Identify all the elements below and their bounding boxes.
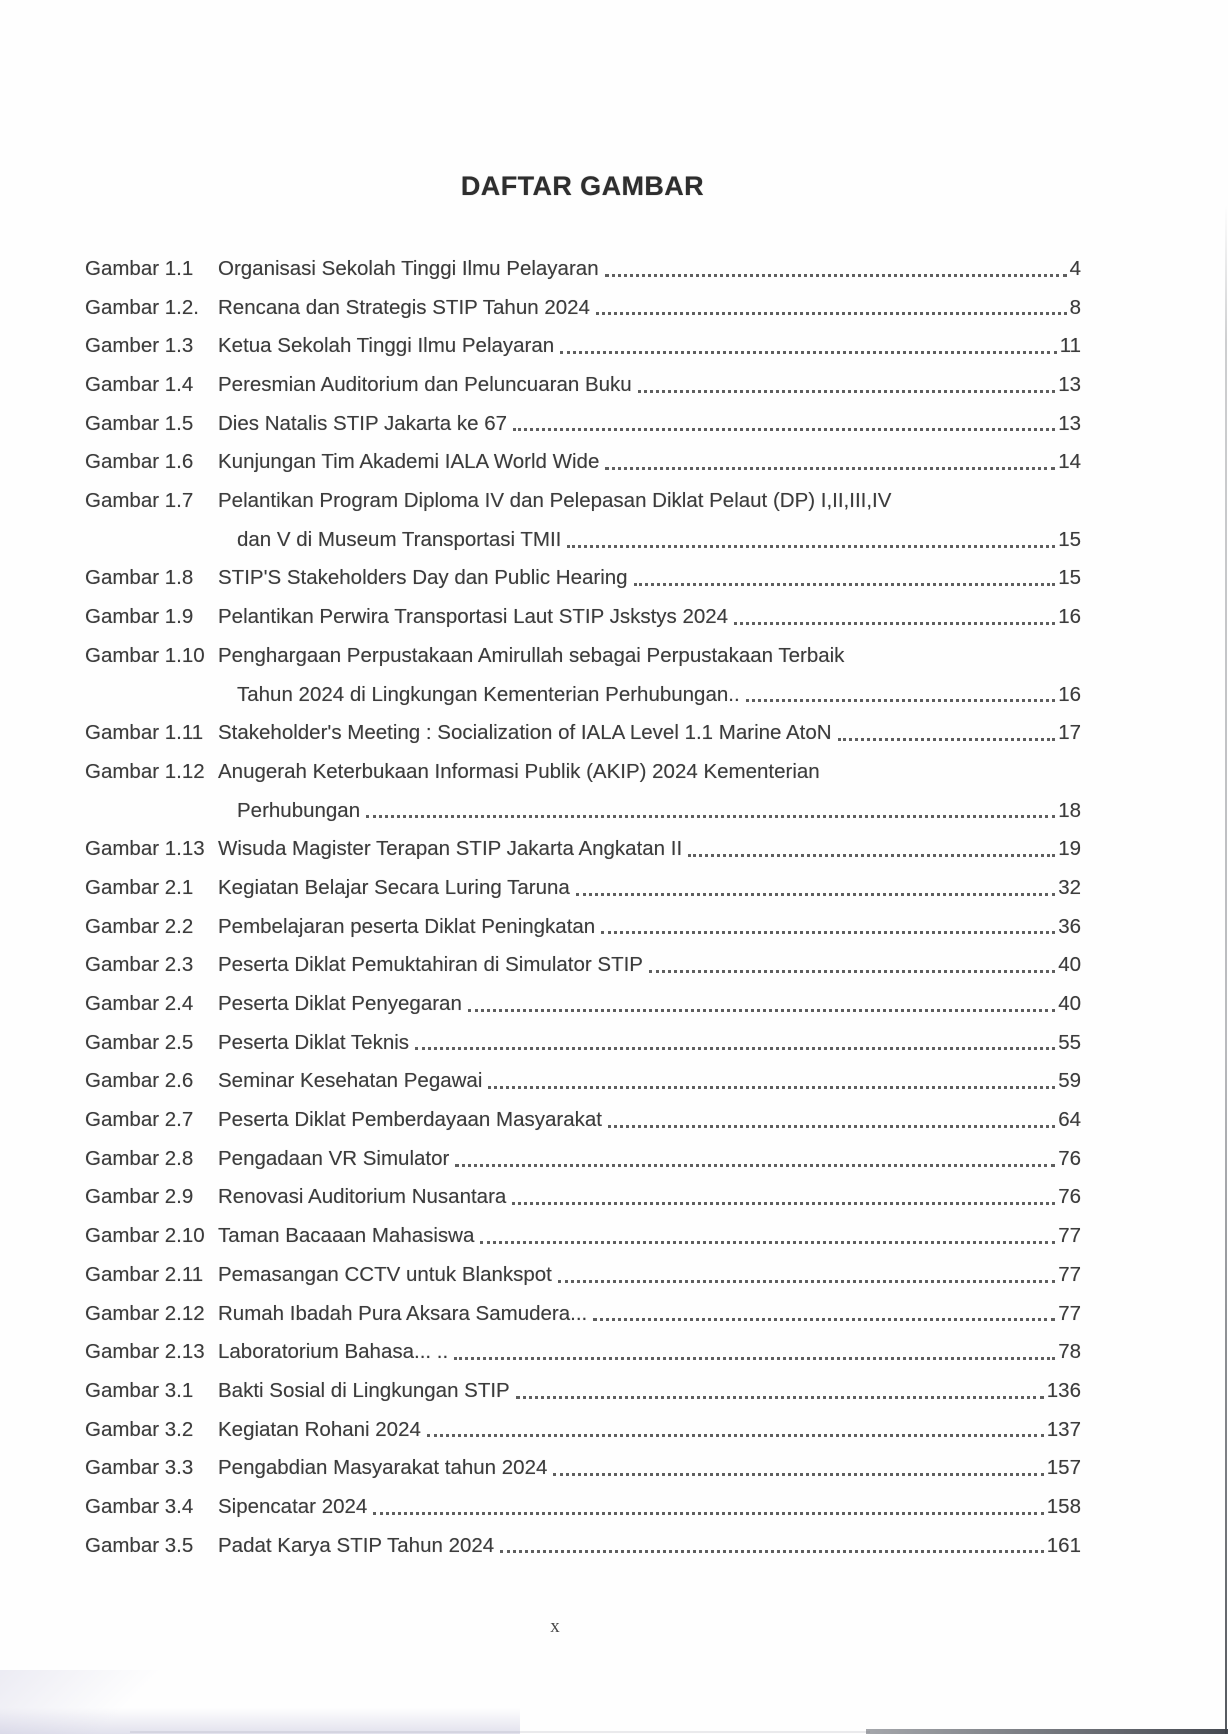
page-number: 77 <box>1058 1224 1081 1248</box>
page-number: 15 <box>1058 566 1081 590</box>
figure-caption: Sipencatar 2024 <box>218 1494 368 1518</box>
dot-leader <box>605 274 1067 277</box>
figure-caption: Anugerah Keterbukaan Informasi Publik (AKIP) 2024 Kementerian <box>218 759 820 783</box>
figure-label: Gambar 1.4 <box>85 373 194 397</box>
page-number: 55 <box>1058 1030 1081 1054</box>
figure-entry <box>85 598 1081 637</box>
page-number: 137 <box>1046 1417 1081 1441</box>
figure-label: Gambar 2.3 <box>85 953 194 977</box>
figure-entry <box>85 366 1081 405</box>
figure-caption: Kegiatan Rohani 2024 <box>218 1417 421 1441</box>
dot-leader <box>596 312 1067 315</box>
figure-entry <box>85 1024 1081 1063</box>
figure-entry <box>85 985 1081 1024</box>
figure-label: Gambar 3.3 <box>85 1456 194 1480</box>
figure-entry <box>85 405 1081 444</box>
dot-leader <box>366 815 1055 818</box>
figure-label: Gamber 1.3 <box>85 334 194 358</box>
dot-leader <box>605 467 1055 470</box>
figure-entry <box>85 1256 1081 1295</box>
figure-label: Gambar 2.2 <box>85 914 194 938</box>
page-number: 158 <box>1046 1494 1081 1518</box>
figure-label: Gambar 1.13 <box>85 837 205 861</box>
dot-leader <box>688 854 1055 857</box>
figure-entry <box>85 753 1081 792</box>
figure-caption: Taman Bacaaan Mahasiswa <box>218 1224 475 1248</box>
dot-leader <box>373 1512 1043 1515</box>
figure-entry <box>85 908 1081 947</box>
dot-leader <box>488 1086 1055 1089</box>
figure-entry <box>85 1101 1081 1140</box>
figure-caption: Peserta Diklat Pemberdayaan Masyarakat <box>218 1108 602 1132</box>
figure-entry <box>85 637 1081 676</box>
dot-leader <box>480 1241 1055 1244</box>
figure-caption: Ketua Sekolah Tinggi Ilmu Pelayaran <box>218 334 555 358</box>
dot-leader <box>746 699 1056 702</box>
page-number: 18 <box>1058 798 1081 822</box>
figure-caption: Rencana dan Strategis STIP Tahun 2024 <box>218 295 590 319</box>
dot-leader <box>415 1047 1055 1050</box>
scan-edge-shadow-right <box>1225 205 1227 1734</box>
page-number: 59 <box>1058 1069 1081 1093</box>
page-number: 36 <box>1058 914 1081 938</box>
figure-entry <box>85 1411 1081 1450</box>
dot-leader <box>576 893 1055 896</box>
dot-leader <box>649 970 1055 973</box>
dot-leader <box>454 1357 1055 1360</box>
figure-caption: Peresmian Auditorium dan Peluncuaran Buku <box>218 373 632 397</box>
figure-caption: dan V di Museum Transportasi TMII <box>237 527 562 551</box>
figure-label: Gambar 2.5 <box>85 1030 194 1054</box>
figure-label: Gambar 3.5 <box>85 1533 194 1557</box>
figure-caption: Penghargaan Perpustakaan Amirullah sebagai Perpustakaan Terbaik <box>218 643 845 667</box>
page-number: 157 <box>1046 1456 1081 1480</box>
figure-caption: Pelantikan Program Diploma IV dan Pelepasan Diklat Pelaut (DP) I,II,III,IV <box>218 489 892 513</box>
figure-label: Gambar 1.11 <box>85 721 204 745</box>
page-number: 76 <box>1058 1185 1081 1209</box>
figure-label: Gambar 2.12 <box>85 1301 205 1325</box>
figure-caption: Renovasi Auditorium Nusantara <box>218 1185 507 1209</box>
dot-leader <box>638 390 1056 393</box>
figure-label: Gambar 1.1 <box>85 256 194 280</box>
figure-label: Gambar 1.12 <box>85 759 205 783</box>
figure-entry <box>85 830 1081 869</box>
dot-leader <box>553 1473 1043 1476</box>
figure-caption: Dies Natalis STIP Jakarta ke 67 <box>218 411 508 435</box>
figure-entry-continuation <box>85 792 1081 831</box>
figure-caption: Seminar Kesehatan Pegawai <box>218 1069 483 1093</box>
figure-list <box>85 250 1081 1565</box>
figure-caption: Laboratorium Bahasa... .. <box>218 1340 449 1364</box>
page-number: 15 <box>1058 527 1081 551</box>
figure-label: Gambar 2.8 <box>85 1146 194 1170</box>
figure-caption: Peserta Diklat Pemuktahiran di Simulator STIP <box>218 953 643 977</box>
page-number: 136 <box>1046 1378 1081 1402</box>
figure-caption: Kunjungan Tim Akademi IALA World Wide <box>218 450 600 474</box>
figure-label: Gambar 2.4 <box>85 992 194 1016</box>
figure-caption: Perhubungan <box>237 798 361 822</box>
figure-entry <box>85 869 1081 908</box>
figure-label: Gambar 3.4 <box>85 1494 194 1518</box>
figure-entry-continuation <box>85 676 1081 715</box>
page-number: 16 <box>1058 682 1081 706</box>
dot-leader <box>558 1280 1055 1283</box>
figure-caption: Kegiatan Belajar Secara Luring Taruna <box>218 875 570 899</box>
figure-label: Gambar 2.11 <box>85 1262 204 1286</box>
page-number: 8 <box>1069 295 1081 319</box>
figure-label: Gambar 2.13 <box>85 1340 205 1364</box>
scan-bottom-dark-strip <box>866 1729 1228 1734</box>
figure-caption: Rumah Ibadah Pura Aksara Samudera... <box>218 1301 588 1325</box>
figure-entry <box>85 1488 1081 1527</box>
figure-caption: Organisasi Sekolah Tinggi Ilmu Pelayaran <box>218 256 599 280</box>
page-number: 64 <box>1058 1108 1081 1132</box>
dot-leader <box>634 583 1056 586</box>
page-number: 13 <box>1058 411 1081 435</box>
figure-caption: Stakeholder's Meeting : Socialization of IALA Level 1.1 Marine AtoN <box>218 721 832 745</box>
dot-leader <box>838 738 1056 741</box>
page-number: 77 <box>1058 1262 1081 1286</box>
figure-label: Gambar 1.9 <box>85 605 194 629</box>
figure-label: Gambar 1.7 <box>85 489 194 513</box>
figure-caption: Pengabdian Masyarakat tahun 2024 <box>218 1456 548 1480</box>
dot-leader <box>593 1318 1055 1321</box>
page-title: DAFTAR GAMBAR <box>460 171 705 201</box>
figure-entry <box>85 1527 1081 1566</box>
figure-entry <box>85 482 1081 521</box>
figure-label: Gambar 2.10 <box>85 1224 205 1248</box>
figure-entry <box>85 1449 1081 1488</box>
page-number: 161 <box>1046 1533 1081 1557</box>
figure-caption: Pengadaan VR Simulator <box>218 1146 450 1170</box>
figure-label: Gambar 3.2 <box>85 1417 194 1441</box>
dot-leader <box>468 1009 1055 1012</box>
figure-entry <box>85 1295 1081 1334</box>
page-number: 19 <box>1058 837 1081 861</box>
page-number: 78 <box>1058 1340 1081 1364</box>
figure-caption: Tahun 2024 di Lingkungan Kementerian Perhubungan.. <box>237 682 740 706</box>
dot-leader <box>601 931 1055 934</box>
figure-entry <box>85 1333 1081 1372</box>
figure-label: Gambar 2.1 <box>85 875 194 899</box>
dot-leader <box>560 351 1057 354</box>
figure-entry <box>85 327 1081 366</box>
figure-entry <box>85 1179 1081 1218</box>
figure-entry <box>85 443 1081 482</box>
dot-leader <box>608 1125 1055 1128</box>
figure-caption: Pembelajaran peserta Diklat Peningkatan <box>218 914 596 938</box>
dot-leader <box>500 1550 1044 1553</box>
figure-label: Gambar 1.5 <box>85 411 194 435</box>
figure-entry <box>85 1217 1081 1256</box>
page-number: 40 <box>1058 992 1081 1016</box>
dot-leader <box>734 622 1055 625</box>
figure-entry <box>85 1062 1081 1101</box>
figure-entry <box>85 946 1081 985</box>
figure-entry <box>85 250 1081 289</box>
figure-caption: STIP'S Stakeholders Day dan Public Hearing <box>218 566 628 590</box>
figure-label: Gambar 3.1 <box>85 1378 194 1402</box>
figure-caption: Pemasangan CCTV untuk Blankspot <box>218 1262 552 1286</box>
dot-leader <box>455 1164 1055 1167</box>
figure-entry <box>85 1140 1081 1179</box>
figure-entry <box>85 560 1081 599</box>
page-number: 17 <box>1058 721 1081 745</box>
figure-entry <box>85 1372 1081 1411</box>
dot-leader <box>512 1202 1055 1205</box>
dot-leader <box>513 428 1055 431</box>
figure-caption: Peserta Diklat Teknis <box>218 1030 410 1054</box>
figure-caption: Pelantikan Perwira Transportasi Laut STIP Jskstys 2024 <box>218 605 729 629</box>
figure-caption: Bakti Sosial di Lingkungan STIP <box>218 1378 510 1402</box>
figure-caption: Peserta Diklat Penyegaran <box>218 992 462 1016</box>
page-number: 32 <box>1058 875 1081 899</box>
figure-label: Gambar 2.7 <box>85 1108 194 1132</box>
dot-leader <box>567 545 1055 548</box>
figure-entry <box>85 289 1081 328</box>
dot-leader <box>427 1434 1044 1437</box>
scan-bottom-left-smudge-2 <box>0 1670 170 1734</box>
page-number: 13 <box>1058 373 1081 397</box>
figure-label: Gambar 1.2. <box>85 295 199 319</box>
figure-label: Gambar 2.9 <box>85 1185 194 1209</box>
page-number: 14 <box>1058 450 1081 474</box>
page-number: 76 <box>1058 1146 1081 1170</box>
figure-label: Gambar 2.6 <box>85 1069 194 1093</box>
figure-entry-continuation <box>85 521 1081 560</box>
page-number: 40 <box>1058 953 1081 977</box>
page-number: 16 <box>1058 605 1081 629</box>
figure-caption: Padat Karya STIP Tahun 2024 <box>218 1533 495 1557</box>
figure-entry <box>85 714 1081 753</box>
page-number: 77 <box>1058 1301 1081 1325</box>
figure-label: Gambar 1.6 <box>85 450 194 474</box>
page-number: 4 <box>1069 256 1081 280</box>
figure-label: Gambar 1.10 <box>85 643 205 667</box>
dot-leader <box>516 1396 1044 1399</box>
footer-page-number: x <box>550 1616 560 1637</box>
figure-caption: Wisuda Magister Terapan STIP Jakarta Angkatan II <box>218 837 683 861</box>
figure-label: Gambar 1.8 <box>85 566 194 590</box>
page-number: 11 <box>1059 334 1081 358</box>
